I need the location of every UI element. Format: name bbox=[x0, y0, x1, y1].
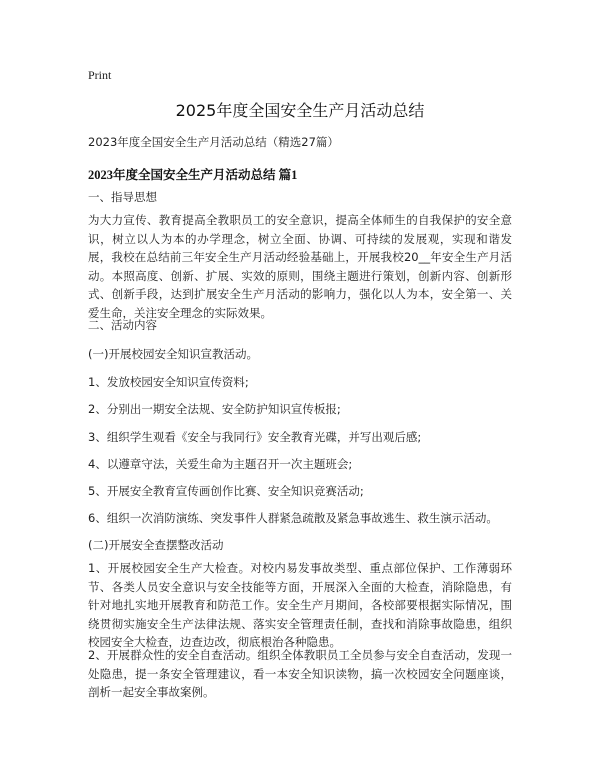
article-heading: 2023年度全国安全生产月活动总结 篇1 bbox=[88, 168, 298, 182]
self-check-paragraph: 2、开展群众性的安全自查活动。组织全体教职员工全员参与安全自查活动，发现一处隐患，提一条安全管理建议，看一本安全知识读物，搞一次校园安全问题座谈，剖析一起安全事故案例。 bbox=[88, 648, 512, 699]
guiding-paragraph: 为大力宣传、教育提高全教职员工的安全意识，提高全体师生的自我保护的安全意识，树立以人为本的办学理念，树立全面、协调、可持续的发展观，实现和谐发展，我校在总结前三年安全生产月活动经验基础上，开展我校20__年安全生产月活动。本照高度、创新、扩展、实效的原则，围绕主题进行策划，创新内容、创新形式、创新手段，达到扩展安全生产月活动的影响力，强化以人为本，安全第一、关爱生命，关注安全理念的实际效果。 bbox=[88, 213, 512, 320]
part-heading-education: (一)开展校园安全知识宣教活动。 bbox=[88, 347, 258, 361]
list-item: 6、组织一次消防演练、突发事件人群紧急疏散及紧急事故逃生、救生演示活动。 bbox=[88, 511, 498, 525]
print-label[interactable]: Print bbox=[88, 68, 112, 82]
section-heading-content: 二、活动内容 bbox=[88, 318, 157, 332]
section-heading-guiding: 一、指导思想 bbox=[88, 190, 157, 204]
list-item: 1、发放校园安全知识宣传资料; bbox=[88, 375, 249, 389]
list-item: 3、组织学生观看《安全与我同行》安全教育光碟，并写出观后感; bbox=[88, 430, 422, 444]
list-item: 5、开展安全教育宣传画创作比赛、安全知识竞赛活动; bbox=[88, 484, 364, 498]
page-title: 2025年度全国安全生产月活动总结 bbox=[175, 101, 425, 120]
part-heading-inspection: (二)开展安全查摆整改活动 bbox=[88, 538, 224, 552]
subtitle: 2023年度全国安全生产月活动总结（精选27篇） bbox=[88, 135, 339, 149]
list-item: 4、以遵章守法，关爱生命为主题召开一次主题班会; bbox=[88, 457, 353, 471]
inspection-paragraph: 1、开展校园安全生产大检查。对校内易发事故类型、重点部位保护、工作薄弱环节、各类人员安全意识与安全技能等方面，开展深入全面的大检查，消除隐患，有针对地扎实地开展教育和防范工作。安全生产月期间，各校部要根据实际情况，围绕贯彻实施安全生产法律法规、落实安全管理责任制，查找和消除事故隐患，组织校园安全大检查，边查边改，彻底根治各种隐患。 bbox=[88, 561, 512, 649]
list-item: 2、分别出一期安全法规、安全防护知识宣传板报; bbox=[88, 402, 341, 416]
